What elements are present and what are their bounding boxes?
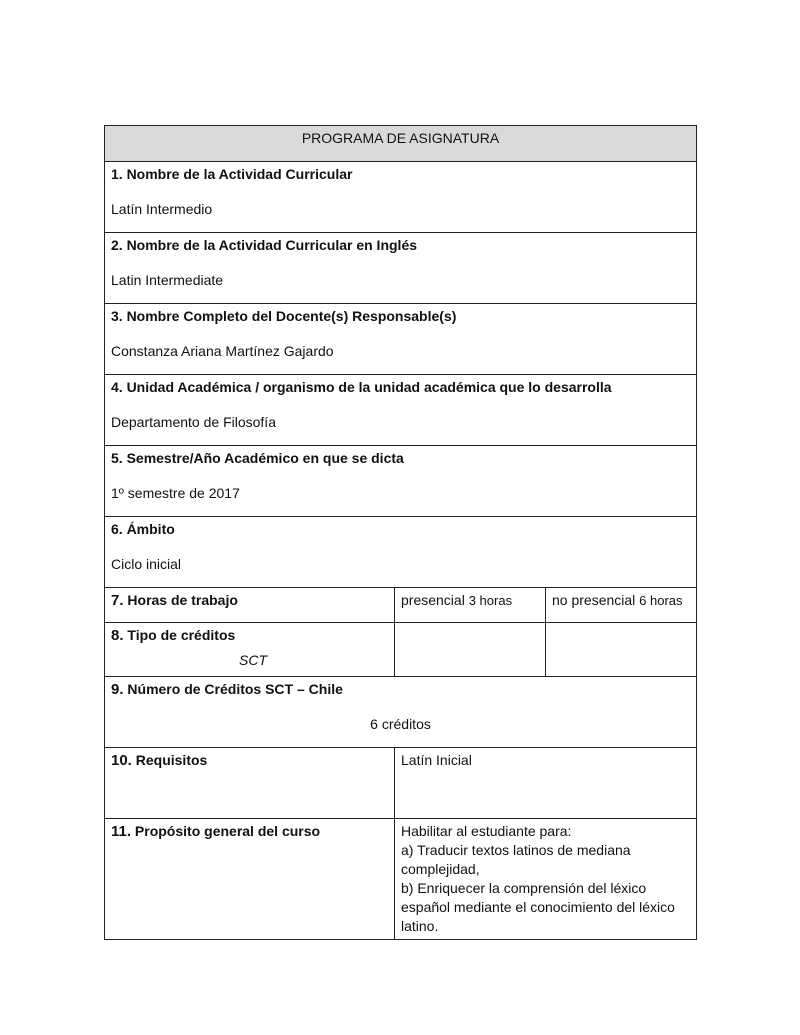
tipo-creditos-label: Tipo de créditos (127, 627, 236, 643)
section-value: Latín Intermedio (111, 201, 213, 217)
table-title: PROGRAMA DE ASIGNATURA (105, 126, 697, 162)
program-table (104, 125, 697, 940)
proposito-row (105, 819, 697, 940)
section-value: Ciclo inicial (111, 556, 182, 572)
numero-creditos-label: Número de Créditos SCT – Chile (127, 681, 343, 697)
proposito-line: a) Traducir textos latinos de mediana complejidad, (401, 842, 631, 877)
empty-cell (395, 623, 546, 677)
requisitos-row (105, 748, 697, 819)
no-presencial-label: no presencial (552, 592, 636, 608)
section-row-6 (105, 517, 697, 588)
tipo-creditos-value: SCT (239, 652, 267, 668)
section-number: 10. (111, 752, 132, 769)
section-value: Latin Intermediate (111, 272, 224, 288)
section-number: 11. (111, 823, 132, 840)
section-value: Constanza Ariana Martínez Gajardo (111, 343, 334, 359)
no-presencial-value: 6 horas (639, 593, 683, 608)
proposito-line: b) Enriquecer la comprensión del léxico español mediante el conocimiento del léxico latino. (401, 880, 675, 934)
empty-cell (546, 623, 697, 677)
section-label: 3. Nombre Completo del Docente(s) Responsable(s) (111, 308, 457, 324)
section-row-5 (105, 446, 697, 517)
section-row-3 (105, 304, 697, 375)
section-label: 1. Nombre de la Actividad Curricular (111, 166, 353, 182)
section-row-2 (105, 233, 697, 304)
presencial-value: 3 horas (468, 593, 513, 608)
section-number: 8. (111, 627, 124, 644)
section-label: 2. Nombre de la Actividad Curricular en Inglés (111, 237, 418, 253)
numero-creditos-value: 6 créditos (370, 716, 431, 732)
proposito-line: Habilitar al estudiante para: (401, 823, 572, 839)
requisitos-label: Requisitos (135, 752, 208, 768)
numero-creditos-row (105, 677, 697, 748)
tipo-creditos-row (105, 623, 697, 677)
proposito-label: Propósito general del curso (134, 823, 321, 839)
section-label: 6. Ámbito (111, 521, 175, 537)
requisitos-value: Latín Inicial (395, 748, 697, 819)
horas-row (105, 588, 697, 623)
presencial-label: presencial (401, 592, 465, 608)
section-value: Departamento de Filosofía (111, 414, 276, 430)
section-value: 1º semestre de 2017 (111, 485, 240, 501)
section-row-4 (105, 375, 697, 446)
section-number: 9. (111, 681, 124, 698)
section-label: 5. Semestre/Año Académico en que se dicta (111, 450, 404, 466)
horas-label: Horas de trabajo (127, 592, 238, 608)
section-row-1 (105, 162, 697, 233)
section-number: 7. (111, 592, 124, 609)
table-header-row (105, 126, 697, 162)
section-label: 4. Unidad Académica / organismo de la unidad académica que lo desarrolla (111, 379, 612, 395)
